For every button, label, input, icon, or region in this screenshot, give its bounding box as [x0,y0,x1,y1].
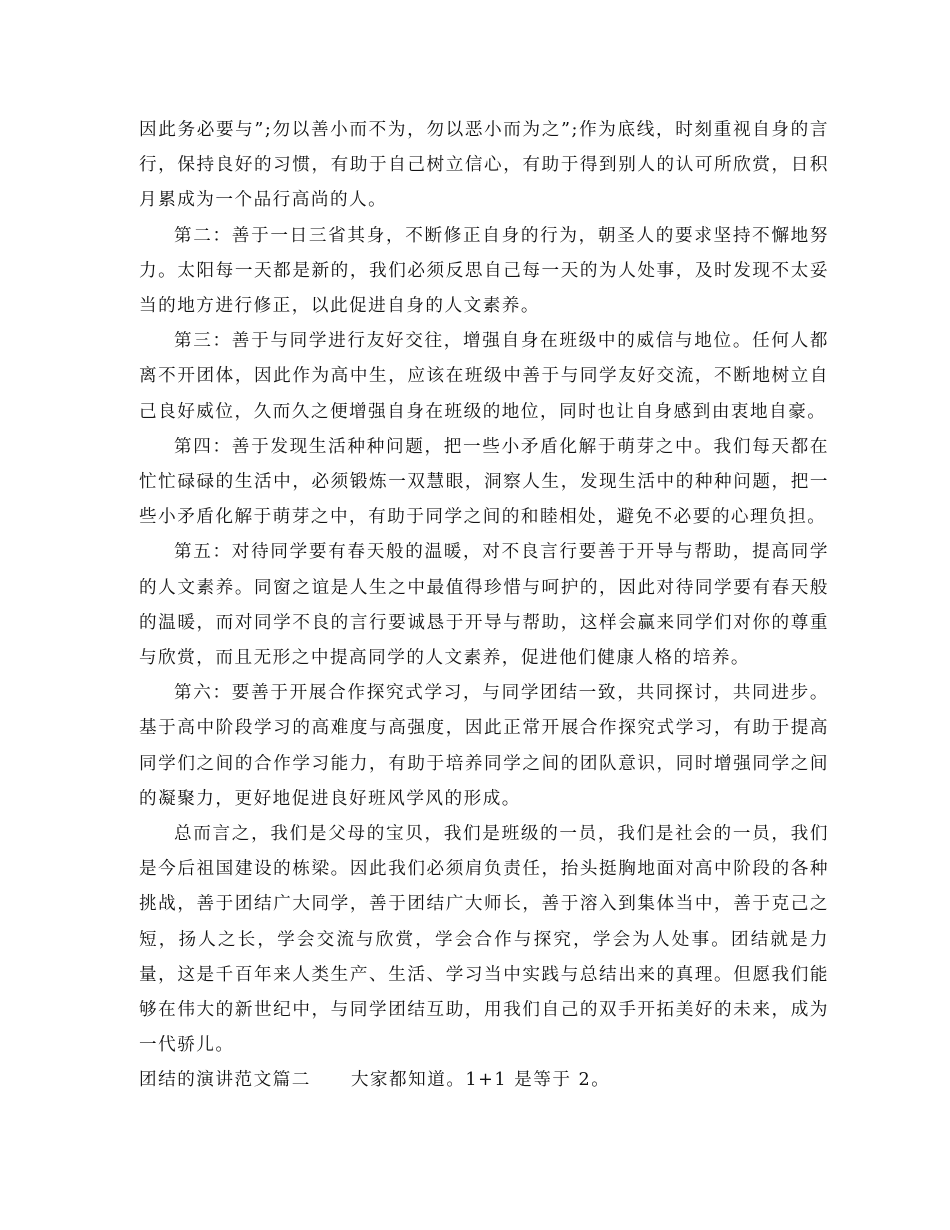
section-title-line [139,1063,829,1098]
document-page [139,113,829,1099]
paragraph-5: 第五：对待同学要有春天般的温暖，对不良言行要善于开导与帮助，提高同学的人文素养。同窗之谊是人生之中最值得珍惜与呵护的，因此对待同学要有春天般的温暖，而对同学不良的言行要诚恳于开导与帮助，这样会赢来同学们对你的尊重与欣赏，而且无形之中提高同学的人文素养，促进他们健康人格的培养。 [139,542,829,669]
paragraph-4: 第四：善于发现生活种种问题，把一些小矛盾化解于萌芽之中。我们每天都在忙忙碌碌的生活中，必须锻炼一双慧眼，洞察人生，发现生活中的种种问题，把一些小矛盾化解于萌芽之中，有助于同学之间的和睦相处，避免不必要的心理负担。 [139,436,829,528]
paragraph-7: 总而言之，我们是父母的宝贝，我们是班级的一员，我们是社会的一员，我们是今后祖国建设的栋梁。因此我们必须肩负责任，抬头挺胸地面对高中阶段的各种挑战，善于团结广大同学，善于团结广大师长，善于溶入到集体当中，善于克己之短，扬人之长，学会交流与欣赏，学会合作与探究，学会为人处事。团结就是力量，这是千百年来人类生产、生活、学习当中实践与总结出来的真理。但愿我们能够在伟大的新世纪中，与同学团结互助，用我们自己的双手开拓美好的未来，成为一代骄儿。 [139,824,829,1056]
paragraph-2: 第二：善于一日三省其身，不断修正自身的行为，朝圣人的要求坚持不懈地努力。太阳每一天都是新的，我们必须反思自己每一天的为人处事，及时发现不太妥当的地方进行修正，以此促进自身的人文素养。 [139,225,829,317]
paragraph-3: 第三：善于与同学进行友好交往，增强自身在班级中的威信与地位。任何人都离不开团体，因此作为高中生，应该在班级中善于与同学友好交流，不断地树立自己良好威位，久而久之便增强自身在班级的地位，同时也让自身感到由衷地自豪。 [139,331,829,422]
section-title: 团结的演讲范文篇二 [139,1070,311,1091]
section-opening-text: 大家都知道。1+1 是等于 2。 [350,1070,611,1091]
paragraph-1: 因此务必要与”;勿以善小而不为，勿以恶小而为之”;作为底线，时刻重视自身的言行，保持良好的习惯，有助于自己树立信心，有助于得到别人的认可所欣赏，日积月累成为一个品行高尚的人。 [139,120,829,211]
paragraph-6: 第六：要善于开展合作探究式学习，与同学团结一致，共同探讨，共同进步。基于高中阶段学习的高难度与高强度，因此正常开展合作探究式学习，有助于提高同学们之间的合作学习能力，有助于培养同学之间的团队意识，同时增强同学之间的凝聚力，更好地促进良好班风学风的形成。 [139,683,829,809]
